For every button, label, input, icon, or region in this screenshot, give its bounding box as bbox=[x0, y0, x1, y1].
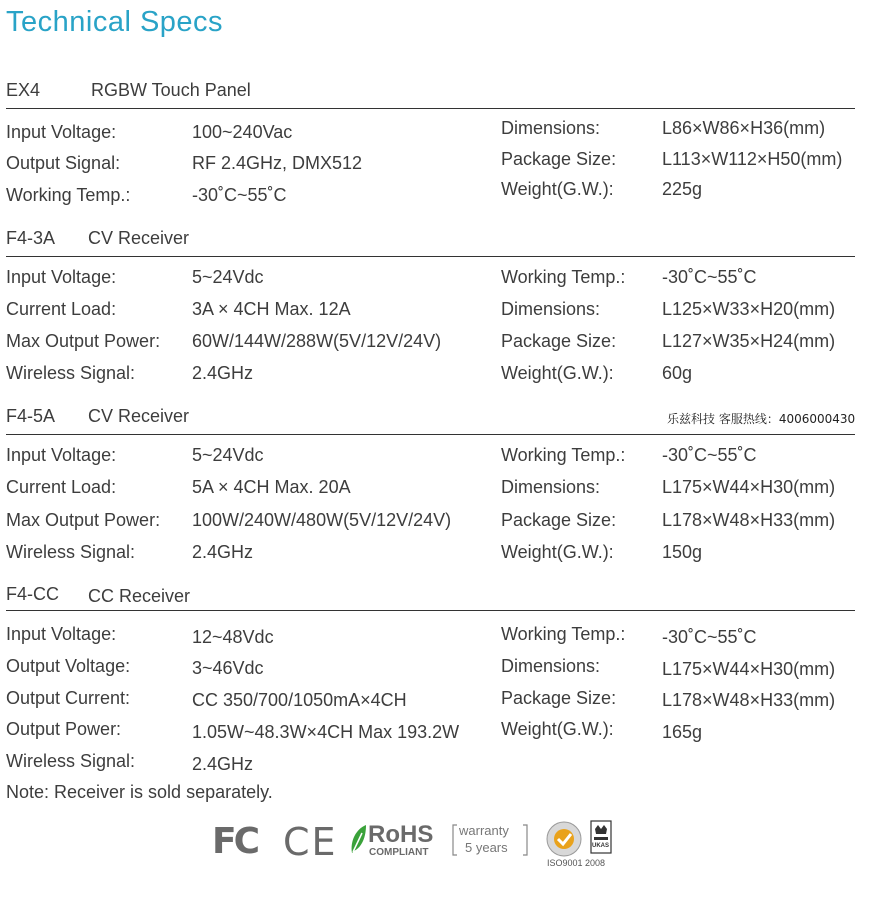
spec-label: Dimensions: bbox=[501, 118, 601, 138]
spec-value: 5A × 4CH Max. 20A bbox=[192, 477, 351, 497]
spec-label: Weight(G.W.): bbox=[501, 542, 614, 562]
spec-value: L175×W44×H30(mm) bbox=[662, 659, 836, 679]
spec-value: -30˚C~55˚C bbox=[662, 627, 757, 647]
spec-label: Input Voltage: bbox=[6, 445, 117, 465]
spec-value: 5~24Vdc bbox=[192, 445, 264, 465]
spec-value: -30˚C~55˚C bbox=[192, 185, 287, 205]
fcc-logo bbox=[212, 821, 257, 862]
ukas-text: UKAS bbox=[592, 843, 610, 849]
spec-value: 100~240Vac bbox=[192, 122, 293, 142]
section-model: F4-CC bbox=[6, 584, 59, 604]
spec-label: Package Size: bbox=[501, 688, 617, 708]
spec-label: Output Signal: bbox=[6, 153, 121, 173]
section-name: RGBW Touch Panel bbox=[91, 80, 251, 100]
spec-label: Dimensions: bbox=[501, 477, 601, 497]
spec-value: L113×W112×H50(mm) bbox=[662, 149, 843, 169]
spec-value: 2.4GHz bbox=[192, 363, 254, 383]
spec-value: 165g bbox=[662, 722, 703, 742]
spec-label: Weight(G.W.): bbox=[501, 719, 614, 739]
spec-value: 60g bbox=[662, 363, 693, 383]
spec-label: Max Output Power: bbox=[6, 510, 161, 530]
page-title: Technical Specs bbox=[6, 6, 224, 38]
spec-label: Working Temp.: bbox=[501, 445, 626, 465]
rohs-compliant-text: COMPLIANT bbox=[369, 847, 429, 858]
spec-value: 3~46Vdc bbox=[192, 658, 264, 678]
spec-label: Package Size: bbox=[501, 510, 617, 530]
spec-value: 2.4GHz bbox=[192, 542, 254, 562]
divider bbox=[6, 434, 855, 435]
spec-label: Weight(G.W.): bbox=[501, 363, 614, 383]
spec-value: L178×W48×H33(mm) bbox=[662, 510, 836, 530]
spec-value: L125×W33×H20(mm) bbox=[662, 299, 836, 319]
divider bbox=[6, 108, 855, 109]
sgs-seal-icon bbox=[545, 820, 583, 858]
spec-label: Working Temp.: bbox=[6, 185, 131, 205]
spec-label: Output Current: bbox=[6, 688, 131, 708]
fcc-text: FC bbox=[212, 821, 258, 862]
spec-label: Dimensions: bbox=[501, 299, 601, 319]
spec-value: L127×W35×H24(mm) bbox=[662, 331, 836, 351]
divider bbox=[6, 610, 855, 611]
spec-value: -30˚C~55˚C bbox=[662, 445, 757, 465]
certification-logos bbox=[210, 815, 630, 870]
warranty-badge bbox=[451, 821, 529, 859]
spec-label: Current Load: bbox=[6, 477, 117, 497]
iso-certification-logo bbox=[545, 818, 617, 870]
spec-value: 12~48Vdc bbox=[192, 627, 274, 647]
spec-value: L175×W44×H30(mm) bbox=[662, 477, 836, 497]
spec-value: RF 2.4GHz, DMX512 bbox=[192, 153, 363, 173]
spec-label: Input Voltage: bbox=[6, 624, 117, 644]
spec-value: 150g bbox=[662, 542, 703, 562]
spec-value: 2.4GHz bbox=[192, 754, 254, 774]
spec-label: Input Voltage: bbox=[6, 267, 117, 287]
spec-label: Output Power: bbox=[6, 719, 122, 739]
receiver-note: Note: Receiver is sold separately. bbox=[6, 782, 273, 802]
spec-label: Output Voltage: bbox=[6, 656, 131, 676]
spec-value: L178×W48×H33(mm) bbox=[662, 690, 836, 710]
spec-label: Package Size: bbox=[501, 149, 617, 169]
spec-value: L86×W86×H36(mm) bbox=[662, 118, 826, 138]
spec-label: Wireless Signal: bbox=[6, 363, 136, 383]
rohs-text: RoHS bbox=[368, 821, 434, 848]
warranty-years-text: 5 years bbox=[465, 840, 508, 855]
spec-label: Package Size: bbox=[501, 331, 617, 351]
spec-label: Working Temp.: bbox=[501, 624, 626, 644]
iso-text: ISO9001 2008 bbox=[547, 858, 606, 868]
divider bbox=[6, 256, 855, 257]
spec-label: Dimensions: bbox=[501, 656, 601, 676]
spec-value: 1.05W~48.3W×4CH Max 193.2W bbox=[192, 722, 460, 742]
customer-hotline: 乐兹科技 客服热线：4006000430 bbox=[667, 412, 856, 426]
ce-text: CE bbox=[283, 820, 338, 864]
spec-label: Wireless Signal: bbox=[6, 751, 136, 771]
section-model: F4-3A bbox=[6, 228, 56, 248]
spec-value: 225g bbox=[662, 179, 703, 199]
section-model: F4-5A bbox=[6, 406, 56, 426]
spec-label: Max Output Power: bbox=[6, 331, 161, 351]
section-name: CC Receiver bbox=[88, 586, 191, 606]
spec-label: Working Temp.: bbox=[501, 267, 626, 287]
ce-logo bbox=[283, 820, 338, 864]
spec-value: -30˚C~55˚C bbox=[662, 267, 757, 287]
warranty-text: warranty bbox=[459, 823, 509, 838]
section-name: CV Receiver bbox=[88, 228, 190, 248]
spec-value: 60W/144W/288W(5V/12V/24V) bbox=[192, 331, 442, 351]
spec-label: Wireless Signal: bbox=[6, 542, 136, 562]
spec-label: Input Voltage: bbox=[6, 122, 117, 142]
spec-value: 100W/240W/480W(5V/12V/24V) bbox=[192, 510, 452, 530]
spec-label: Current Load: bbox=[6, 299, 117, 319]
section-name: CV Receiver bbox=[88, 406, 190, 426]
spec-value: 3A × 4CH Max. 12A bbox=[192, 299, 351, 319]
spec-label: Weight(G.W.): bbox=[501, 179, 614, 199]
section-model: EX4 bbox=[6, 80, 41, 100]
spec-value: CC 350/700/1050mA×4CH bbox=[192, 690, 407, 710]
leaf-icon bbox=[348, 823, 368, 855]
spec-value: 5~24Vdc bbox=[192, 267, 264, 287]
